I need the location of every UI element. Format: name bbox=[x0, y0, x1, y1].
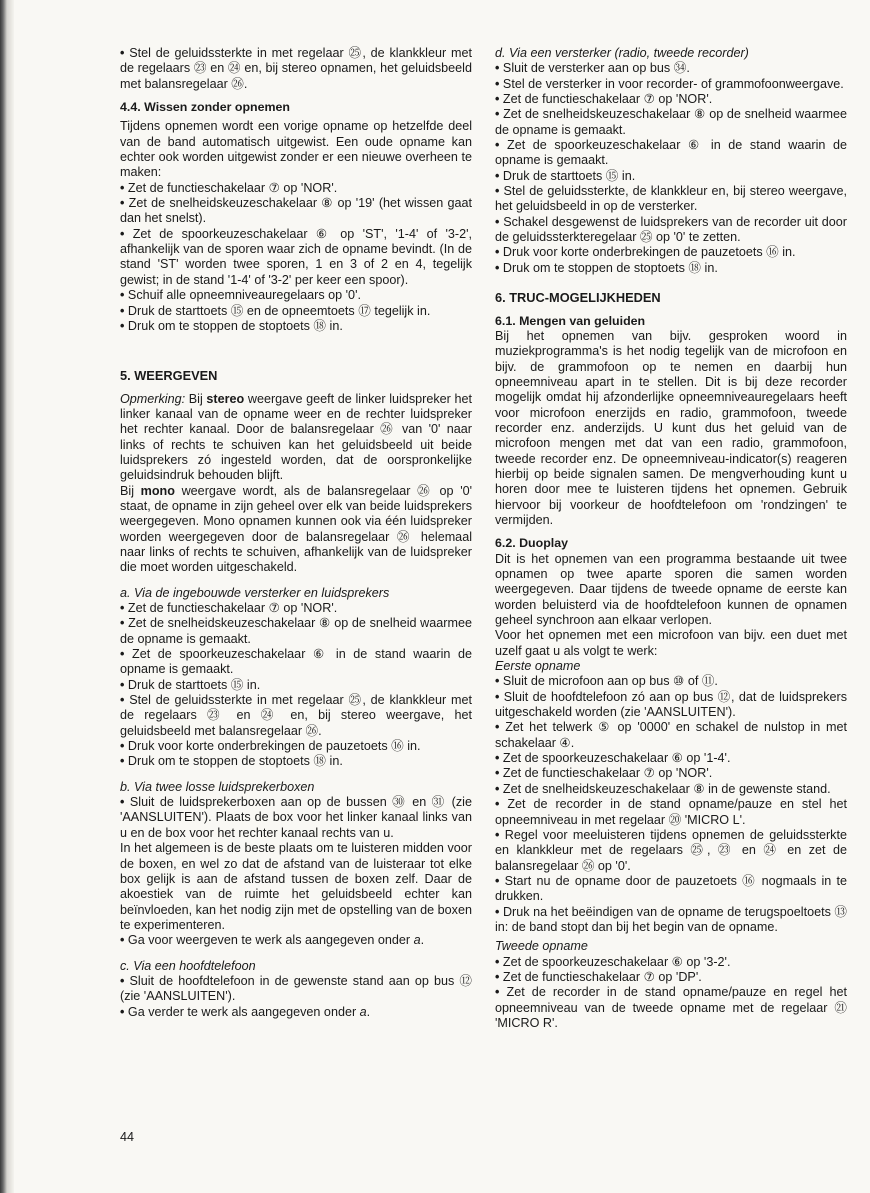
list-item bbox=[120, 933, 472, 948]
text-run: Ga verder te werk als aangegeven onder bbox=[127, 1004, 360, 1019]
list-item: • Zet de spoorkeuzeschakelaar ⑥ in de stand waarin de opname is gemaakt. bbox=[495, 138, 847, 169]
list-item: • Schuif alle opneemniveauregelaars op '0'. bbox=[120, 288, 472, 303]
list-item: • Zet de snelheidskeuzeschakelaar ⑧ op '19' (het wissen gaat dan het snelst). bbox=[120, 196, 472, 227]
paragraph: Dit is het opnemen van een programma bestaande uit twee opnamen op twee aparte sporen die samen worden weergegeven. Daar tijdens de tweede opname de eerste kan worden beluisterd via de hoofdtelefoon kunnen de opnamen geheel synchroon aan elkaar verlopen. bbox=[495, 551, 847, 628]
paragraph: Tijdens opnemen wordt een vorige opname op hetzelfde deel van de band automatisch uitgewist. Een oude opname kan echter ook worden uitgewist zonder er een nieuwe overheen te maken: bbox=[120, 119, 472, 180]
list-item: • Zet de functieschakelaar ⑦ op 'NOR'. bbox=[495, 92, 847, 107]
subsection-heading-tweede: Tweede opname bbox=[495, 939, 588, 954]
list-item: • Stel de geluidssterkte in met regelaar ㉕, de klankkleur met de regelaars ㉓ en ㉔ en, bij stereo opnamen, het geluidsbeeld met balansregelaar ㉖. bbox=[120, 46, 472, 92]
list-item: • Zet de snelheidskeuzeschakelaar ⑧ in de gewenste stand. bbox=[495, 782, 847, 797]
list-item: • Zet de functieschakelaar ⑦ op 'DP'. bbox=[495, 970, 847, 985]
subsection-heading-d: d. Via een versterker (radio, tweede recorder) bbox=[495, 46, 749, 60]
right-column bbox=[495, 46, 847, 1031]
section-heading-6: 6. TRUC-MOGELIJKHEDEN bbox=[495, 290, 661, 306]
subsection-heading-a: a. Via de ingebouwde versterker en luidsprekers bbox=[120, 585, 390, 600]
list-item: • Start nu de opname door de pauzetoets ⑯ nogmaals in te drukken. bbox=[495, 874, 847, 905]
list-item: • Zet de recorder in de stand opname/pauze en regel het opneemniveau van de tweede opname met de regelaar ㉑ 'MICRO R'. bbox=[495, 985, 847, 1031]
list-item: • Zet het telwerk ⑤ op '0000' en schakel de nulstop in met schakelaar ④. bbox=[495, 720, 847, 751]
list-item: • Druk de starttoets ⑮ in. bbox=[120, 678, 472, 693]
text-run: weergave geeft de linker luidspreker het linker kanaal van de opname weer en de rechter luidspreker het rechter kanaal. Door de balansregelaar ㉖ van '0' naar links of rechts te schuiven kan het geluidsbeeld uit beide luidsprekers zó ingesteld worden, dat de oorspronkelijke geluidsindruk behouden blijft. bbox=[120, 391, 472, 483]
text-run: . bbox=[366, 1004, 371, 1019]
list-item bbox=[120, 1005, 472, 1020]
list-item: • Zet de functieschakelaar ⑦ op 'NOR'. bbox=[120, 601, 472, 616]
page-number: 44 bbox=[120, 1130, 135, 1144]
subsection-heading-c: c. Via een hoofdtelefoon bbox=[120, 958, 256, 973]
list-item: • Druk om te stoppen de stoptoets ⑱ in. bbox=[120, 754, 472, 769]
list-item: • Sluit de hoofdtelefoon in de gewenste stand aan op bus ⑫ (zie 'AANSLUITEN'). bbox=[120, 974, 472, 1005]
list-item: • Zet de spoorkeuzeschakelaar ⑥ in de stand waarin de opname is gemaakt. bbox=[120, 647, 472, 678]
list-item: • Zet de functieschakelaar ⑦ op 'NOR'. bbox=[495, 766, 847, 781]
list-item: • Druk voor korte onderbrekingen de pauzetoets ⑯ in. bbox=[120, 739, 472, 754]
opmerking-label: Opmerking: bbox=[120, 391, 186, 406]
text-run: Ga voor weergeven te werk als aangegeven onder bbox=[127, 933, 414, 948]
list-item: • Stel de versterker in voor recorder- of grammofoonweergave. bbox=[495, 77, 847, 92]
paragraph-opmerking bbox=[120, 392, 472, 484]
paragraph: Voor het opnemen met een microfoon van bijv. een duet met uzelf gaat u als volgt te werk: bbox=[495, 628, 847, 658]
text-run: Bij bbox=[185, 391, 207, 406]
ref-a: a bbox=[413, 933, 421, 948]
left-column bbox=[120, 46, 472, 1020]
list-item: • Stel de geluidssterkte, de klankkleur en, bij stereo weergave, het geluidsbeeld in op de versterker. bbox=[495, 184, 847, 215]
list-item: • Zet de functieschakelaar ⑦ op 'NOR'. bbox=[120, 181, 472, 196]
text-run: . bbox=[420, 933, 425, 948]
list-item: • Druk om te stoppen de stoptoets ⑱ in. bbox=[495, 261, 847, 276]
list-item: • Druk na het beëindigen van de opname de terugspoeltoets ⑬ in: de band stopt dan bij het begin van de opname. bbox=[495, 905, 847, 936]
list-item: • Sluit de luidsprekerboxen aan op de bussen ㉚ en ㉛ (zie 'AANSLUITEN'). Plaats de box voor het linker kanaal links van u en de box voor het rechter kanaal rechts van u. bbox=[120, 795, 472, 841]
list-item: • Stel de geluidssterkte in met regelaar ㉕, de klankkleur met de regelaars ㉓ en ㉔ en, bij stereo weergave, het geluidsbeeld met balansregelaar ㉖. bbox=[120, 693, 472, 739]
list-item: • Druk voor korte onderbrekingen de pauzetoets ⑯ in. bbox=[495, 245, 847, 260]
list-item: • Zet de snelheidskeuzeschakelaar ⑧ op de snelheid waarmee de opname is gemaakt. bbox=[495, 107, 847, 138]
section-heading-6-2: 6.2. Duoplay bbox=[495, 536, 568, 551]
emphasis-mono: mono bbox=[140, 483, 175, 498]
section-heading-4-4: 4.4. Wissen zonder opnemen bbox=[120, 100, 290, 115]
list-item: • Druk om te stoppen de stoptoets ⑱ in. bbox=[120, 319, 472, 334]
list-item: • Zet de spoorkeuzeschakelaar ⑥ op '3-2'. bbox=[495, 955, 847, 970]
section-heading-6-1: 6.1. Mengen van geluiden bbox=[495, 313, 646, 328]
section-heading-5: 5. WEERGEVEN bbox=[120, 368, 218, 384]
list-item: • Sluit de versterker aan op bus ㉞. bbox=[495, 61, 847, 76]
list-item: • Schakel desgewenst de luidsprekers van de recorder uit door de geluidssterkteregelaar ㉕ op '0' te zetten. bbox=[495, 215, 847, 246]
list-item: • Zet de recorder in de stand opname/pauze en stel het opneemniveau in met regelaar ⑳ 'MICRO L'. bbox=[495, 797, 847, 828]
paragraph-mono bbox=[120, 484, 472, 576]
subsection-heading-b: b. Via twee losse luidsprekerboxen bbox=[120, 779, 315, 794]
text-run: Bij bbox=[120, 483, 141, 498]
text-run: weergave wordt, als de balansregelaar ㉖ op '0' staat, de opname in zijn geheel over elk van beide luidsprekers weergegeven. Mono opnamen kunnen ook via één luidspreker worden weergegeven door de balansregelaar ㉖ helemaal naar links of rechts te schuiven, afhankelijk van de luidspreker die moet worden uitgeschakeld. bbox=[120, 483, 473, 575]
list-item: • Zet de spoorkeuzeschakelaar ⑥ op 'ST', '1-4' of '3-2', afhankelijk van de sporen waar zich de opname bevindt. (In de stand 'ST' worden twee sporen, 1 en 3 of 2 en 4, tegelijk gewist; in de stand '1-4' of '3-2' per keer een spoor). bbox=[120, 227, 472, 288]
list-item: • Druk de starttoets ⑮ en de opneemtoets ⑰ tegelijk in. bbox=[120, 304, 472, 319]
list-item: • Zet de spoorkeuzeschakelaar ⑥ op '1-4'. bbox=[495, 751, 847, 766]
paragraph: In het algemeen is de beste plaats om te luisteren midden voor de boxen, en wel zo dat de afstand van de luisteraar tot elke box gelijk is aan de afstand tussen de boxen zelf. Daar de akoestiek van de ruimte het geluidsbeeld echter kan beïnvloeden, kan het nodig zijn met de opstelling van de boxen te experimenteren. bbox=[120, 841, 472, 932]
paragraph: Bij het opnemen van bijv. gesproken woord in muziekprogramma's is het nodig tegelijk van de microfoon en bijv. de grammofoon op te nemen en daarbij hun opneemniveau apart in te stellen. Dit is bij deze recorder mogelijk omdat hij afzonderlijke opneemniveauregelaars heeft voor microfoon enerzijds en radio, grammofoon, tweede recorder enz. anderzijds. U kunt dus het geluid van de microfoon mengen met dat van een radio, grammofoon, tweede recorder enz. De opneemniveau-indicator(s) reageren hierbij op beide signalen samen. De mengverhouding kunt u horen door mee te luisteren tijdens het opnemen. Gebruik hiervoor bij voorkeur de hoofdtelefoon om 'rondzingen' te vermijden. bbox=[495, 328, 847, 527]
list-item: • Sluit de hoofdtelefoon zó aan op bus ⑫, dat de luidsprekers uitgeschakeld worden (zie 'AANSLUITEN'). bbox=[495, 690, 847, 721]
list-item: • Druk de starttoets ⑮ in. bbox=[495, 169, 847, 184]
page-binding-edge bbox=[0, 0, 14, 1193]
emphasis-stereo: stereo bbox=[206, 391, 245, 406]
subsection-heading-eerste: Eerste opname bbox=[495, 659, 581, 674]
list-item: • Zet de snelheidskeuzeschakelaar ⑧ op de snelheid waarmee de opname is gemaakt. bbox=[120, 616, 472, 647]
ref-a: a bbox=[359, 1004, 367, 1019]
list-item: • Regel voor meeluisteren tijdens opnemen de geluidssterkte en klankkleur met de regelaars ㉕, ㉓ en ㉔ en zet de balansregelaar ㉖ op '0'. bbox=[495, 828, 847, 874]
list-item: • Sluit de microfoon aan op bus ⑩ of ⑪. bbox=[495, 674, 847, 689]
